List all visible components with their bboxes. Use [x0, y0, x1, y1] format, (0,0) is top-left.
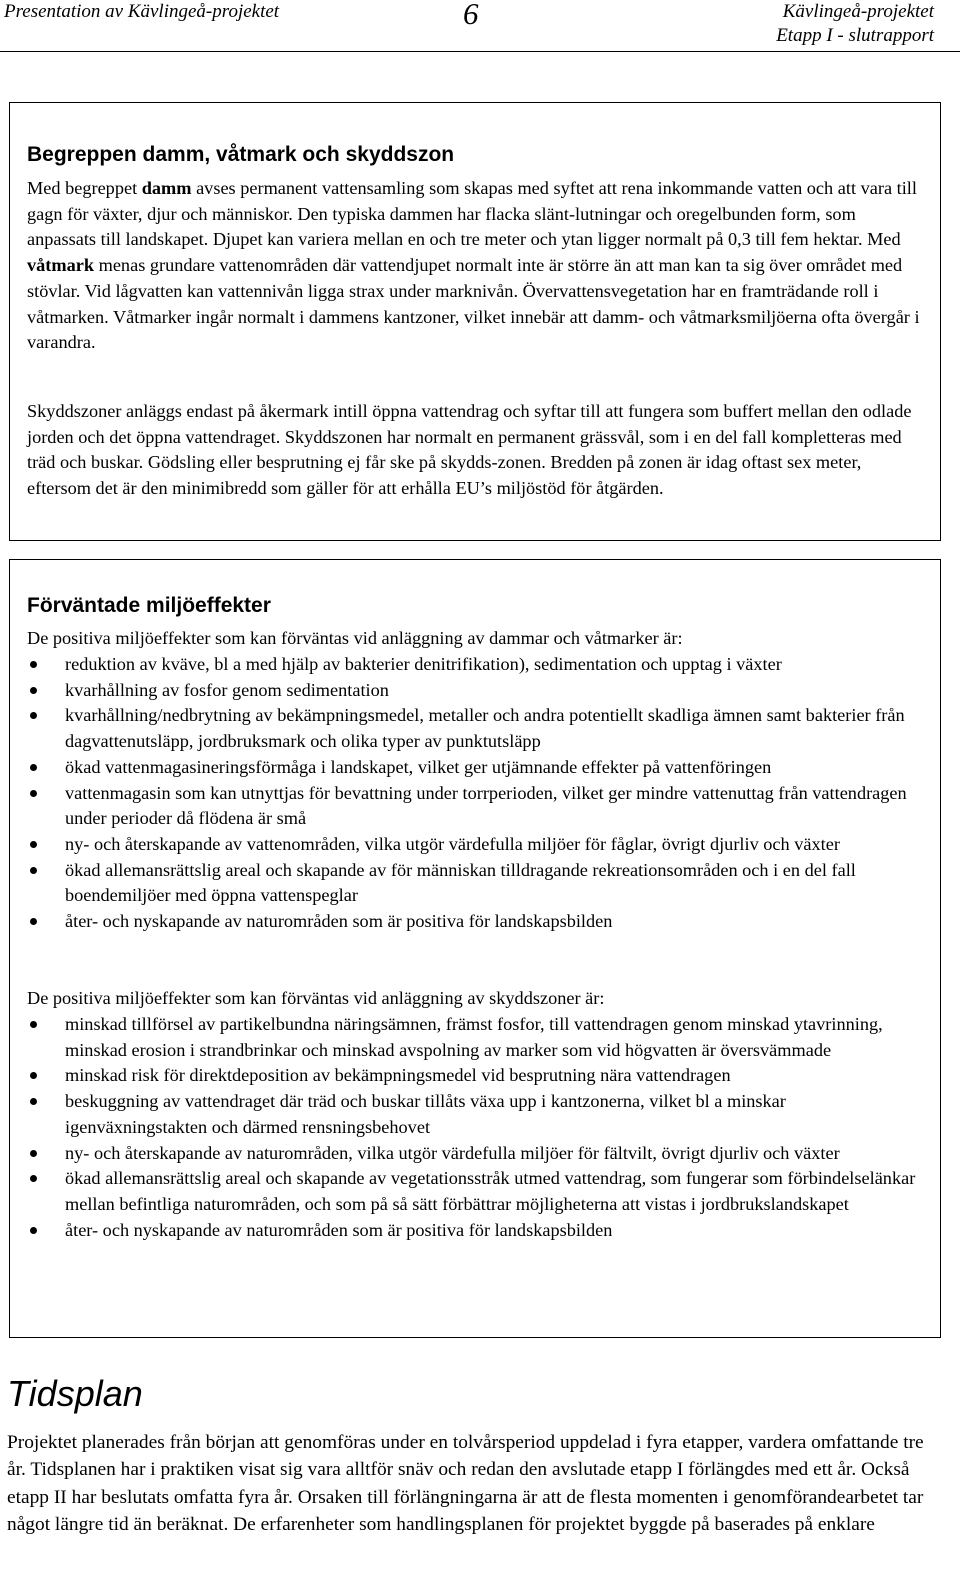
list-item: ökad allemansrättslig areal och skapande av för människan tilldragande rekreationsområden och i en del fall boendemiljöer med öppna vattenspeglar [27, 858, 932, 909]
text-span: avses permanent vattensamling som skapas med syftet att rena inkommande vatten och att vara till gagn för växter, djur och människor. Den typiska dammen har flacka slänt-lutningar och oregelbunden form, som anpassats till landskapet. Djupet kan variera mellan en och tre meter och ytan ligger normalt på 0,3 till fem hektar. Med [27, 178, 917, 250]
section-title-tidsplan: Tidsplan [7, 1373, 143, 1414]
definitions-paragraph [27, 176, 927, 356]
definitions-box [9, 102, 941, 541]
page-number: 6 [463, 0, 479, 31]
list-item: minskad tillförsel av partikelbundna näringsämnen, främst fosfor, till vattendragen genom minskad ytavrinning, minskad erosion i strandbrinkar och minskad avspolning av marker som vid högvatten är översvämmade [27, 1012, 932, 1063]
list-item: ny- och återskapande av naturområden, vilka utgör värdefulla miljöer för fältvilt, övrigt djurliv och växter [27, 1141, 932, 1167]
list-item: kvarhållning/nedbrytning av bekämpningsmedel, metaller och andra potentiellt skadliga ämnen samt bakterier från dagvattenutsläpp, jordbruksmark och olika typer av punktutsläpp [27, 703, 932, 754]
text-span: Med begreppet [27, 178, 142, 198]
skyddszoner-intro: De positiva miljöeffekter som kan förväntas vid anläggning av skyddszoner är: [27, 988, 605, 1008]
list-item: ny- och återskapande av vattenområden, vilka utgör värdefulla miljöer för fåglar, övrigt djurliv och växter [27, 832, 932, 858]
header-report-name: Etapp I - slutrapport [776, 25, 934, 46]
section-title-miljoeffekter: Förväntade miljöeffekter [27, 594, 271, 617]
skyddszoner-effects-list [27, 1012, 932, 1243]
header-document-title: Presentation av Kävlingeå-projektet [4, 1, 280, 22]
dammar-intro: De positiva miljöeffekter som kan förväntas vid anläggning av dammar och våtmarker är: [27, 628, 683, 648]
list-item: åter- och nyskapande av naturområden som är positiva för landskapsbilden [27, 1218, 932, 1244]
list-item: reduktion av kväve, bl a med hjälp av bakterier denitrifikation), sedimentation och upptag i växter [27, 652, 932, 678]
list-item: minskad risk för direktdeposition av bekämpningsmedel vid besprutning nära vattendragen [27, 1063, 932, 1089]
tidsplan-paragraph: Projektet planerades från början att genomföras under en tolvårsperiod uppdelad i fyra etapper, vardera omfattande tre år. Tidsplanen har i praktiken visat sig vara alltför snäv och redan den avslutade etapp I förlängdes med ett år. Också etapp II har beslutats omfatta fyra år. Orsaken till förlängningarna är att de flesta momenten i genomförandearbetet tar något längre tid än beräknat. De erfarenheter som handlingsplanen för projektet byggde på baserades på enklare [7, 1432, 924, 1535]
text-span: menas grundare vattenområden där vattendjupet normalt inte är större än att man kan ta sig över området med stövlar. Vid lågvatten kan vattennivån ligga strax under marknivån. Övervattensvegetation har en framträdande roll i våtmarken. Våtmarker ingår normalt i dammens kantzoner, vilket innebär att damm- och våtmarksmiljöerna ofta övergår i varandra. [27, 255, 920, 353]
skyddszoner-paragraph: Skyddszoner anläggs endast på åkermark intill öppna vattendrag och syftar till att fungera som buffert mellan den odlade jorden och det öppna vattendraget. Skyddszonen har normalt en permanent grässvål, som i en del fall kompletteras med träd och buskar. Gödsling eller besprutning ej får ske på skydds-zonen. Bredden på zonen är idag oftast sex meter, eftersom det är den minimibredd som gäller för att erhålla EU’s miljöstöd för åtgärden. [27, 401, 912, 499]
header-project-name: Kävlingeå-projektet [782, 1, 934, 22]
term-damm: damm [141, 178, 192, 198]
list-item: vattenmagasin som kan utnyttjas för bevattning under torrperioden, vilket ger mindre vattenuttag från vattendragen under perioder då flödena är små [27, 781, 932, 832]
list-item: åter- och nyskapande av naturområden som är positiva för landskapsbilden [27, 909, 932, 935]
header-project-info [776, 0, 934, 48]
list-item: beskuggning av vattendraget där träd och buskar tillåts växa upp i kantzonerna, vilket bl a minskar igenväxningstakten och därmed rensningsbehovet [27, 1089, 932, 1140]
dammar-effects-list [27, 652, 932, 935]
list-item: kvarhållning av fosfor genom sedimentation [27, 678, 932, 704]
list-item: ökad allemansrättslig areal och skapande av vegetationsstråk utmed vattendrag, som fungerar som förbindelselänkar mellan befintliga naturområden, och som på så sätt förbättrar möjligheterna att vistas i jordbrukslandskapet [27, 1166, 932, 1217]
list-item: ökad vattenmagasineringsförmåga i landskapet, vilket ger utjämnande effekter på vattenföringen [27, 755, 932, 781]
term-vatmark: våtmark [27, 255, 95, 276]
section-title-begreppen: Begreppen damm, våtmark och skyddszon [27, 143, 455, 166]
page-header [0, 0, 960, 52]
header-divider [0, 51, 960, 52]
environmental-effects-box [9, 559, 941, 1338]
